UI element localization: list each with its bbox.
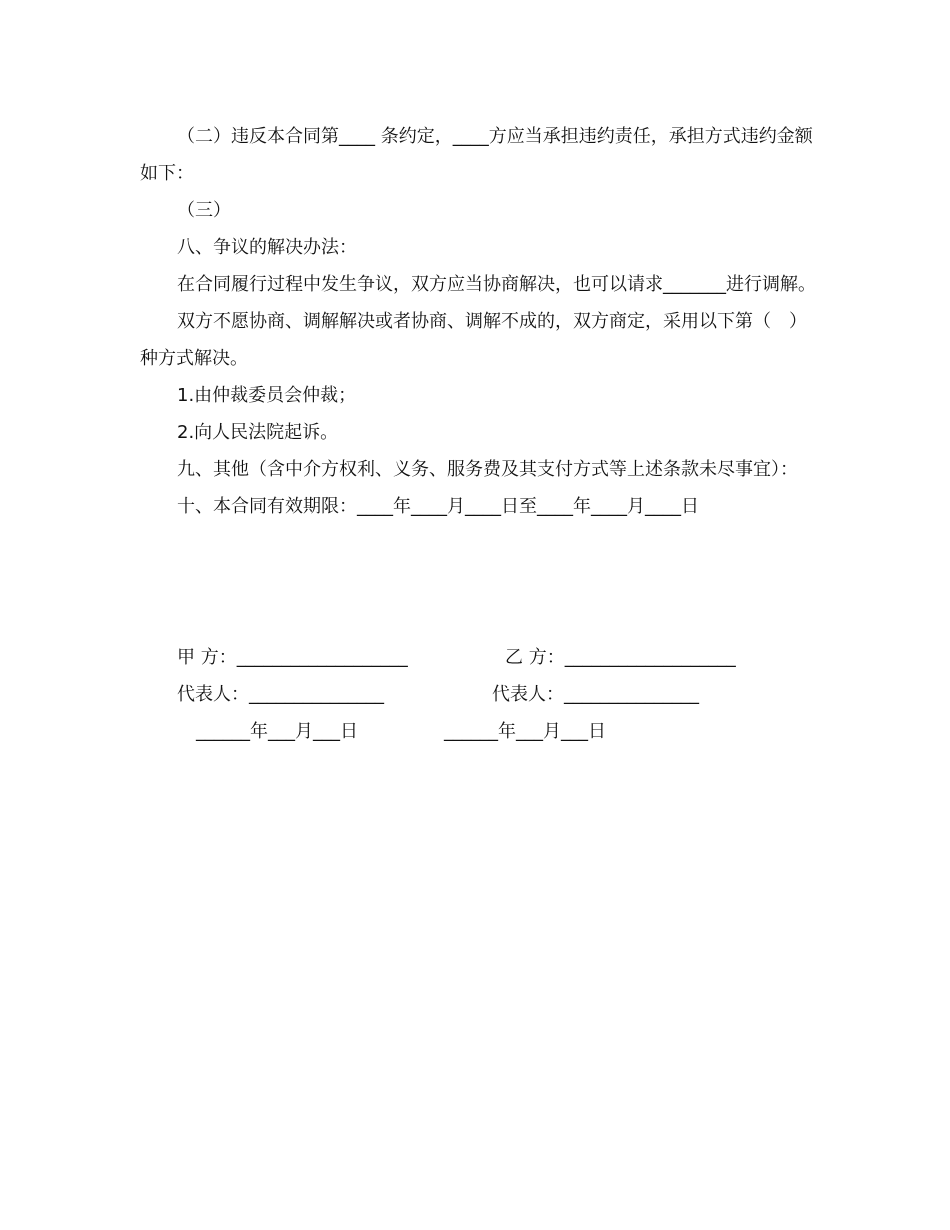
dispute-negotiation: 在合同履行过程中发生争议，双方应当协商解决，也可以请求_______进行调解。 — [177, 274, 816, 295]
method-litigation: 2.向人民法院起诉。 — [177, 422, 339, 443]
section-10-validity: 十、本合同有效期限：____年____月____日至____年____月____日 — [177, 496, 699, 517]
clause-breach-3: （三） — [177, 200, 231, 221]
party-a-line: 甲 方：___________________ — [177, 647, 408, 668]
clause-breach-2: （二）违反本合同第____ 条约定，____方应当承担违约责任，承担方式违约金额如下： — [140, 126, 813, 184]
contract-body — [140, 118, 820, 525]
method-arbitration: 1.由仲裁委员会仲裁； — [177, 385, 357, 406]
section-9-other: 九、其他（含中介方权利、义务、服务费及其支付方式等上述条款未尽事宜）： — [177, 459, 798, 480]
representative-a-line: 代表人：_______________ — [177, 684, 384, 705]
date-b-line: ______年___月___日 — [444, 721, 606, 742]
dispute-method: 双方不愿协商、调解解决或者协商、调解不成的，双方商定，采用以下第（ ）种方式解决。 — [140, 311, 807, 369]
representative-b-line: 代表人：_______________ — [492, 684, 699, 705]
party-b-line: 乙 方：___________________ — [505, 647, 736, 668]
date-a-line: ______年___月___日 — [196, 721, 358, 742]
section-8-heading: 八、争议的解决办法： — [177, 237, 357, 258]
